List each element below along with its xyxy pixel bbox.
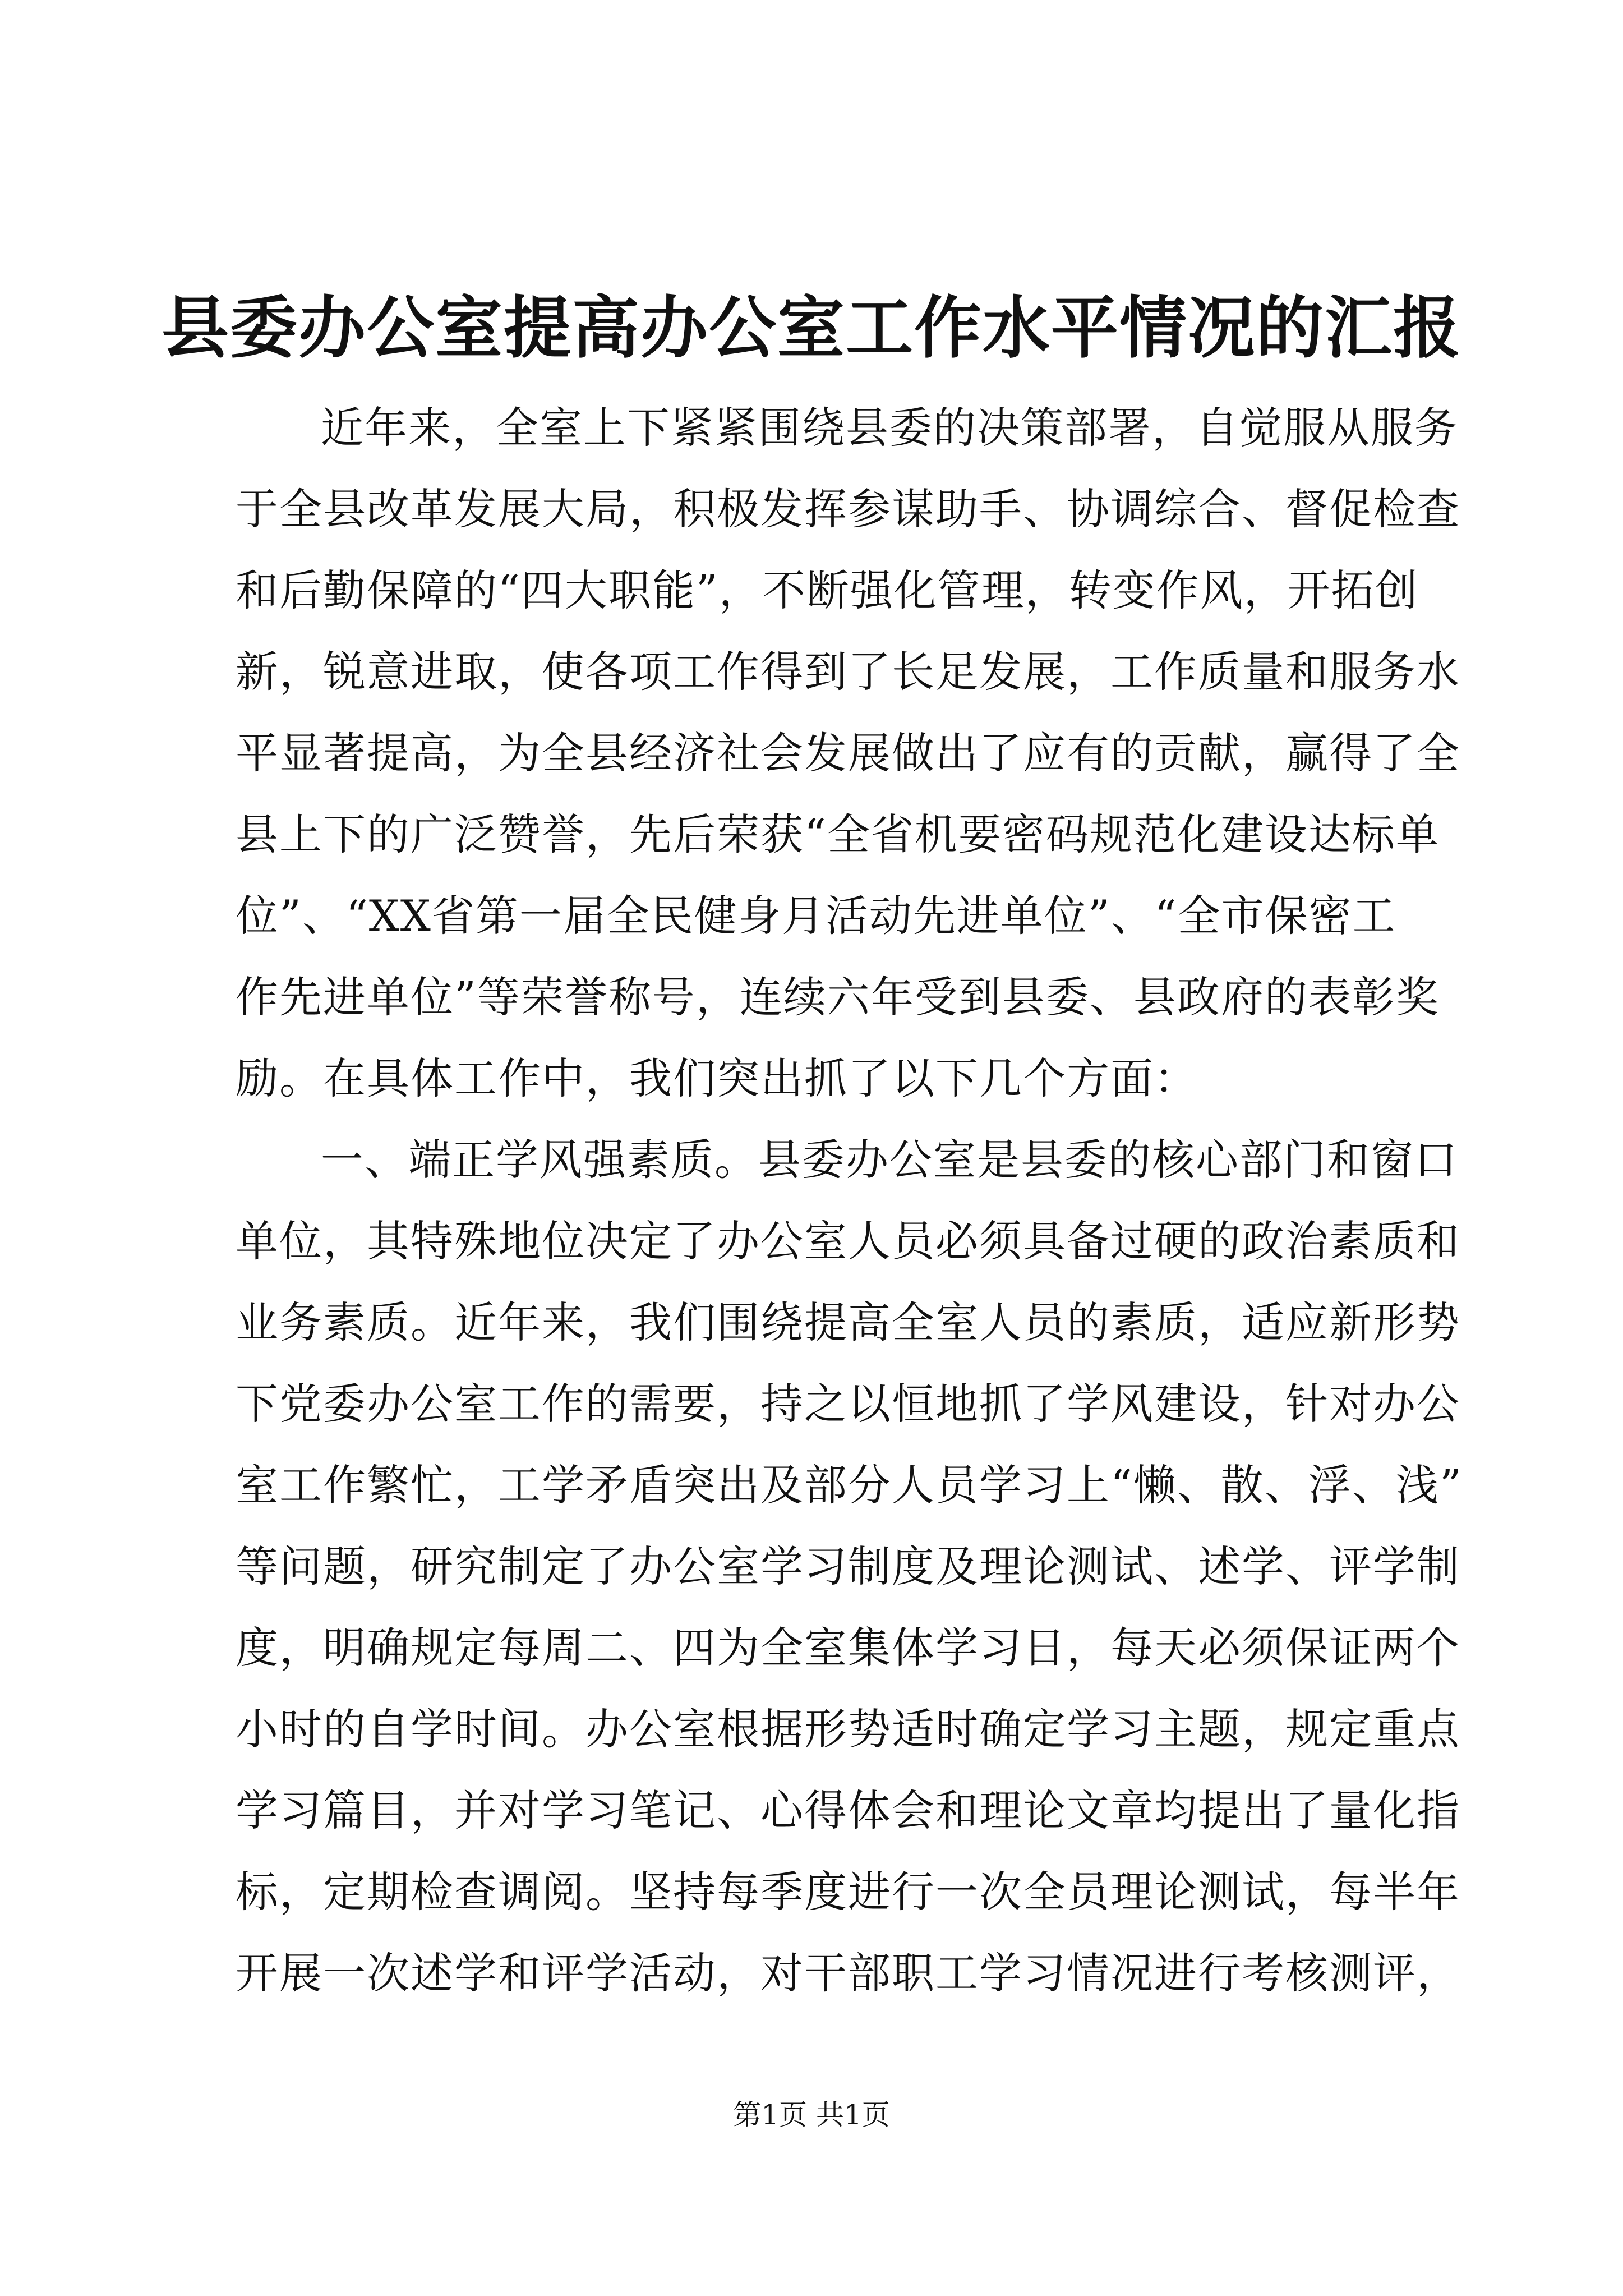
paragraph	[236, 387, 1460, 1119]
paragraph-line: 励。在具体工作中，我们突出抓了以下几个方面：	[236, 1053, 1198, 1103]
document-body	[236, 387, 1463, 2014]
paragraph-line: 和后勤保障的“四大职能”，不断强化管理，转变作风，开拓创	[236, 565, 1419, 615]
document-title: 县委办公室提高办公室工作水平情况的汇报	[162, 288, 1461, 367]
paragraph-line: 下党委办公室工作的需要，持之以恒地抓了学风建设，针对办公	[236, 1379, 1460, 1429]
paragraph-line: 小时的自学时间。办公室根据形势适时确定学习主题，规定重点	[236, 1704, 1460, 1754]
paragraph-line: 于全县改革发展大局，积极发挥参谋助手、协调综合、督促检查	[236, 484, 1460, 534]
paragraph	[236, 1119, 1463, 2014]
paragraph-line: 开展一次述学和评学活动，对干部职工学习情况进行考核测评，	[236, 1948, 1460, 1998]
paragraph-line: 新，锐意进取，使各项工作得到了长足发展，工作质量和服务水	[236, 647, 1460, 697]
paragraph-line: 位”、“XX省第一届全民健身月活动先进单位”、“全市保密工	[236, 891, 1396, 941]
page-footer: 第1页 共1页	[733, 2099, 890, 2131]
paragraph-line: 平显著提高，为全县经济社会发展做出了应有的贡献，赢得了全	[236, 728, 1460, 778]
paragraph-line: 标，定期检查调阅。坚持每季度进行一次全员理论测试，每半年	[236, 1867, 1460, 1917]
paragraph-line: 业务素质。近年来，我们围绕提高全室人员的素质，适应新形势	[236, 1297, 1460, 1347]
paragraph-line: 学习篇目，并对学习笔记、心得体会和理论文章均提出了量化指	[236, 1786, 1460, 1835]
paragraph-line: 等问题，研究制定了办公室学习制度及理论测试、述学、评学制	[236, 1542, 1460, 1591]
paragraph-line: 度，明确规定每周二、四为全室集体学习日，每天必须保证两个	[236, 1623, 1460, 1673]
paragraph-line: 单位，其特殊地位决定了办公室人员必须具备过硬的政治素质和	[236, 1216, 1460, 1266]
paragraph-line: 室工作繁忙，工学矛盾突出及部分人员学习上“懒、散、浮、浅”	[236, 1460, 1463, 1510]
paragraph-line: 县上下的广泛赞誉，先后荣获“全省机要密码规范化建设达标单	[236, 809, 1440, 859]
paragraph-line: 一、端正学风强素质。县委办公室是县委的核心部门和窗口	[321, 1135, 1458, 1185]
paragraph-line: 作先进单位”等荣誉称号，连续六年受到县委、县政府的表彰奖	[236, 972, 1440, 1022]
paragraph-line: 近年来，全室上下紧紧围绕县委的决策部署，自觉服从服务	[321, 403, 1458, 453]
